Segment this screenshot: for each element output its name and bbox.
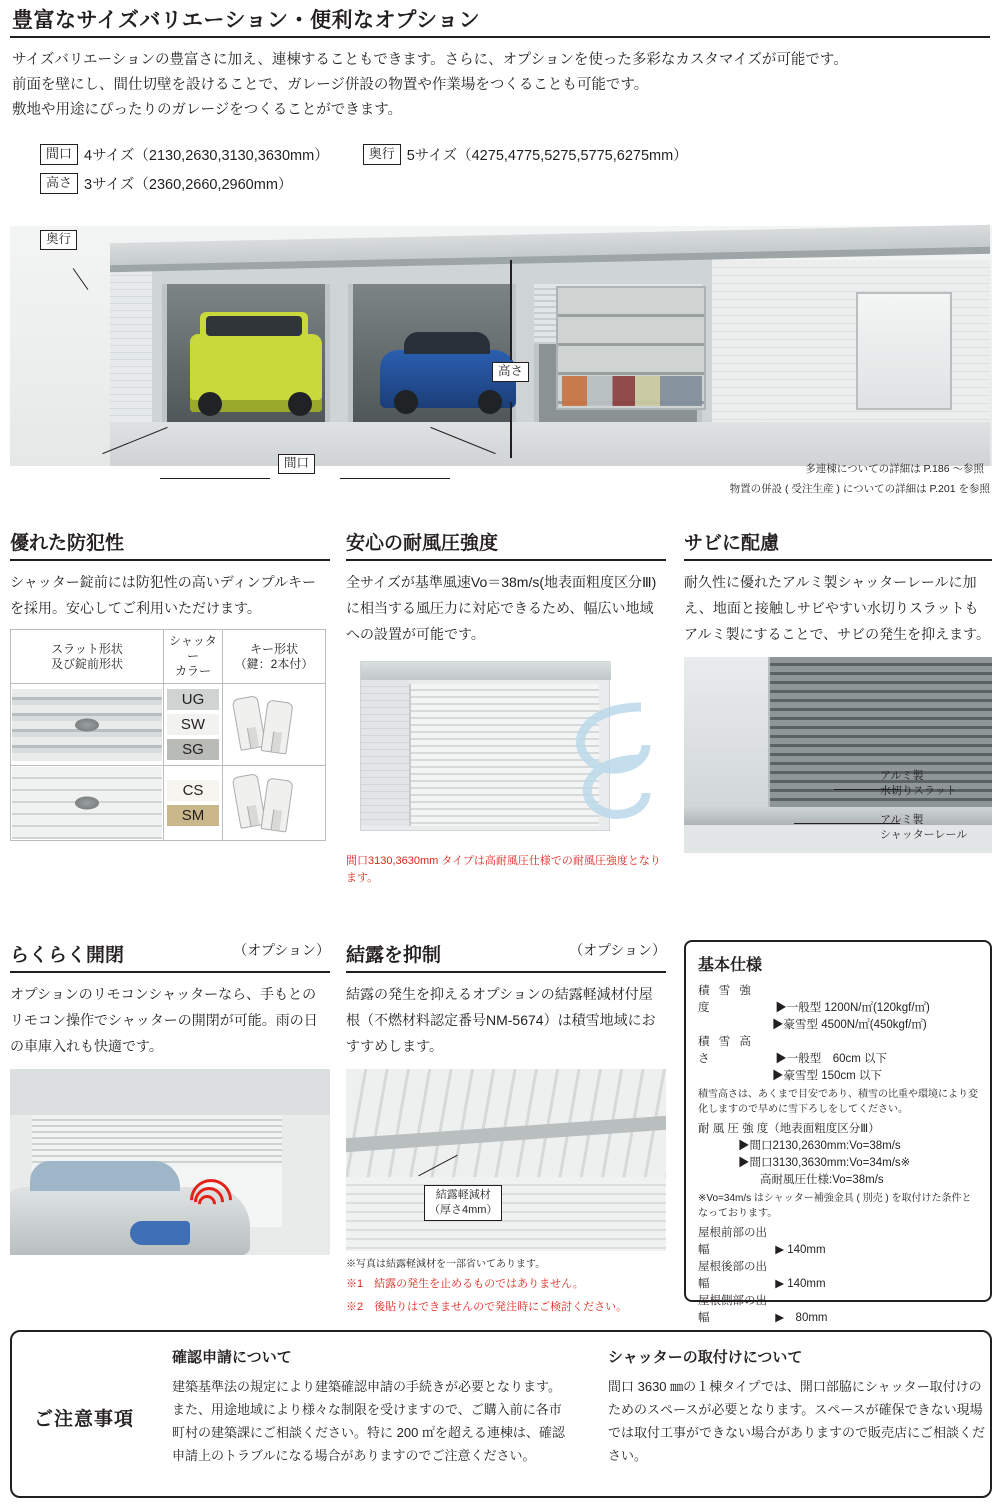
- notice-title: ご注意事項: [34, 1409, 135, 1430]
- hero-note-1: 多連棟についての詳細は P.186 ～参照: [805, 463, 984, 475]
- storage-door: [856, 292, 952, 410]
- spec-value-wind-1: ▶間口2130,2630mm:Vo=38m/s: [738, 1140, 901, 1152]
- width-dim-line-left: [160, 478, 270, 479]
- color-chip-cs: CS: [167, 780, 219, 801]
- condensation-text: 結露の発生を抑えるオプションの結露軽減材付屋根（不燃材料認定番号NM-5674）は積雪地域におすすめします。: [346, 986, 656, 1054]
- okuyuki-value: 5サイズ（4275,4775,5275,5775,6275mm）: [406, 148, 688, 164]
- callout-2-line-2: シャッターレール: [880, 829, 968, 841]
- hand-with-remote: [130, 1221, 190, 1245]
- condensation-divider: [346, 971, 666, 973]
- table-row: [11, 766, 326, 841]
- slat-image-2: [12, 767, 162, 839]
- spec-row-snow-depth: [698, 1034, 980, 1068]
- ground: [110, 422, 990, 466]
- key-image-2: [224, 767, 324, 839]
- label-line-2: （厚さ4mm）: [429, 1204, 498, 1216]
- color-chip-sm: SM: [167, 805, 219, 826]
- rust-title: サビに配慮: [684, 533, 780, 554]
- intro-line-3: 敷地や用途にぴったりのガレージをつくることができます。: [12, 102, 403, 118]
- callout-1-line-1: アルミ製: [880, 770, 924, 782]
- spec-rows: [698, 983, 980, 1327]
- spec-label-snow-strength: 積 雪 強 度: [698, 985, 754, 1014]
- spec-value-snow-depth-1: ▶一般型 60cm 以下: [775, 1053, 888, 1065]
- spec-label-eaves-front: 屋根前部の出幅: [698, 1227, 767, 1256]
- th-color-line1: シャッター: [169, 634, 217, 663]
- section-security: [10, 528, 330, 841]
- condensation-material-label: [424, 1185, 502, 1221]
- wall-panel: [346, 1177, 666, 1251]
- spec-value-eaves-front: ▶ 140mm: [775, 1244, 826, 1256]
- spec-label-eaves-side: 屋根側部の出幅: [698, 1295, 767, 1324]
- hero-label-okuyuki: 奥行: [40, 230, 77, 250]
- security-divider: [10, 559, 330, 561]
- page-title: 豊富なサイズバリエーション・便利なオプション: [12, 9, 481, 32]
- notice-heading-1: 確認申請について: [172, 1349, 292, 1366]
- wheel: [394, 390, 418, 414]
- wheel: [198, 392, 222, 416]
- spec-row-wind-extra: [698, 1172, 980, 1189]
- roof: [361, 662, 611, 680]
- security-table: [10, 629, 326, 841]
- th-key-line1: キー形状: [249, 641, 298, 656]
- color-chip-sg: SG: [167, 739, 219, 760]
- intro-paragraph: [12, 48, 982, 123]
- takasa-value: 3サイズ（2360,2660,2960mm）: [84, 177, 293, 193]
- chip-okuyuki: 奥行: [363, 144, 401, 165]
- width-dim-line-right: [340, 478, 450, 479]
- hero-garage-illustration: [10, 226, 992, 475]
- rust-callout-2: [880, 813, 967, 843]
- hero-label-maguchi: 間口: [278, 454, 315, 474]
- wind-note: 間口3130,3630mm タイプは高耐風圧仕様での耐風圧強度となります。: [346, 855, 661, 884]
- upper-wall: [10, 1069, 330, 1115]
- notice-box: [10, 1330, 992, 1498]
- rust-callout-1: [880, 769, 957, 799]
- th-shutter-color: [164, 630, 223, 684]
- rust-text: 耐久性に優れたアルミ製シャッターレールに加え、地面と接触しサビやすい水切りスラットもアルミ製にすることで、サビの発生を抑えます。: [684, 574, 991, 642]
- th-slat-shape: [11, 630, 164, 684]
- chip-maguchi: 間口: [40, 144, 78, 165]
- hero-label-takasa: 高さ: [492, 362, 529, 382]
- size-row-2: [40, 173, 688, 194]
- storage-items: [562, 376, 702, 406]
- cell-colors-1: [164, 684, 223, 766]
- notice-column-1: [172, 1346, 572, 1467]
- intro-line-2: 前面を壁にし、間仕切壁を設けることで、ガレージ併設の物置や作業場をつくることも可能です。: [12, 77, 649, 93]
- remote-illustration: [10, 1069, 330, 1255]
- notice-text-2: 間口 3630 ㎜の１棟タイプでは、開口部脇にシャッター取付けのためのスペースが必要となります。スペースが確保できない現場では取付工事ができない場合がありますので販売店にご相談ください。: [608, 1379, 986, 1463]
- side-wall: [361, 680, 409, 826]
- key-icon: [261, 777, 294, 832]
- condensation-note-2: ※2 後貼りはできませんので発注時にご検討ください。: [346, 1301, 628, 1313]
- slat-image-1: [12, 689, 162, 761]
- rust-illustration: [684, 657, 992, 853]
- wheel: [288, 392, 312, 416]
- spec-value-snow-strength-2: ▶豪雪型 4500N/㎡(450kgf/㎡): [772, 1019, 927, 1031]
- remote-option-label: （オプション）: [233, 942, 330, 958]
- spec-title: 基本仕様: [698, 957, 763, 974]
- label-line-1: 結露軽減材: [435, 1189, 491, 1201]
- key-image-1: [224, 689, 324, 761]
- spec-row-wind-label: [698, 1121, 980, 1138]
- condensation-title-text: 結露を抑制: [346, 945, 442, 966]
- security-title: 優れた防犯性: [10, 533, 125, 554]
- spec-label-eaves-rear: 屋根後部の出幅: [698, 1261, 767, 1290]
- cell-keys-1: [223, 684, 326, 766]
- section-rust: [684, 528, 992, 853]
- remote-title: [10, 940, 330, 967]
- wind-divider: [346, 559, 666, 561]
- remote-title-text: らくらく開閉: [10, 945, 125, 966]
- th-slat-line1: スラット形状: [51, 641, 123, 656]
- spec-value-snow-strength-1: ▶一般型 1200N/㎡(120kgf/㎡): [775, 1002, 930, 1014]
- rust-divider: [684, 559, 992, 561]
- spec-row-wind-1: [698, 1138, 980, 1155]
- remote-divider: [10, 971, 330, 973]
- cell-slat-2: [11, 766, 164, 841]
- callout-2-line-1: アルミ製: [880, 814, 924, 826]
- section-wind-resistance: [346, 528, 666, 887]
- notice-text-1: 建築基準法の規定により建築確認申請の手続きが必要となります。また、用途地域により様々な制限を受けますので、ご購入前に各市町村の建築課にご相談ください。特に 200 ㎡を超える連棟は、確認申請上のトラブルになる場合がありますのでご注意ください。: [172, 1379, 565, 1463]
- remote-text: オプションのリモコンシャッターなら、手もとのリモコン操作でシャッターの開閉が可能。雨の日の車庫入れも快適です。: [10, 986, 318, 1054]
- security-text: シャッター錠前には防犯性の高いディンプルキーを採用。安心してご利用いただけます。: [10, 574, 317, 616]
- wind-swirl-icon: [546, 697, 666, 827]
- wind-title: 安心の耐風圧強度: [346, 533, 499, 554]
- height-dim-line-upper: [510, 260, 512, 360]
- intro-line-1: サイズバリエーションの豊富さに加え、連棟することもできます。さらに、オプションを使った多彩なカスタマイズが可能です。: [12, 52, 848, 68]
- spec-snow-note: 積雪高さは、あくまで目安であり、積雪の比重や環境により変化しますので早めに雪下ろしをしてください。: [698, 1089, 978, 1115]
- table-header-row: [11, 630, 326, 684]
- chip-takasa: 高さ: [40, 173, 78, 194]
- color-chip-sw: SW: [167, 714, 219, 735]
- vehicle-suv: [190, 334, 322, 412]
- table-row: [11, 684, 326, 766]
- condensation-note-1: ※1 結露の発生を止めるものではありません。: [346, 1278, 584, 1290]
- spec-value-eaves-rear: ▶ 140mm: [775, 1278, 826, 1290]
- spec-wind-note: ※Vo=34m/s はシャッター補強金具 ( 別売 ) を取付けた条件となっております。: [698, 1193, 972, 1219]
- spec-row-eaves-side: [698, 1293, 980, 1327]
- th-key-shape: [223, 630, 326, 684]
- color-chip-ug: UG: [167, 689, 219, 710]
- spec-row-snow-strength: [698, 983, 980, 1017]
- spec-value-eaves-side: ▶ 80mm: [775, 1312, 828, 1324]
- spec-row-snow-strength-2: [698, 1017, 980, 1034]
- notice-column-2: [608, 1346, 988, 1467]
- shutter-raised: [32, 1115, 282, 1167]
- wheel: [478, 390, 502, 414]
- spec-value-wind-2: ▶間口3130,3630mm:Vo=34m/s※: [738, 1157, 911, 1169]
- wind-illustration: [346, 657, 666, 847]
- spec-label-snow-depth: 積 雪 高 さ: [698, 1036, 754, 1065]
- spec-row-snow-depth-2: [698, 1068, 980, 1085]
- title-divider: [10, 36, 990, 38]
- condensation-image-note: ※写真は結露軽減材を一部省いてあります。: [346, 1259, 546, 1270]
- height-dim-line-lower: [510, 402, 512, 458]
- cell-keys-2: [223, 766, 326, 841]
- basic-spec-box: [684, 940, 992, 1324]
- size-row-1: [40, 144, 688, 165]
- cell-colors-2: [164, 766, 223, 841]
- size-variation-list: [40, 144, 688, 202]
- side-wall: [684, 657, 770, 825]
- wind-text: 全サイズが基準風速Vo＝38m/s(地表面粗度区分Ⅲ)に相当する風圧力に対応できるため、幅広い地域への設置が可能です。: [346, 574, 657, 642]
- hero-note-2: 物置の併設 ( 受注生産 ) についての詳細は P.201 を参照: [729, 483, 990, 495]
- spec-value-snow-depth-2: ▶豪雪型 150cm 以下: [772, 1070, 882, 1082]
- spec-row-eaves-front: [698, 1225, 980, 1259]
- spec-value-wind-extra: 高耐風圧仕様:Vo=38m/s: [760, 1174, 884, 1186]
- spec-row-wind-2: [698, 1155, 980, 1172]
- spec-row-eaves-rear: [698, 1259, 980, 1293]
- key-icon: [261, 699, 294, 754]
- th-color-line2: カラー: [174, 664, 211, 678]
- condensation-title: [346, 940, 666, 967]
- condensation-option-label: （オプション）: [569, 942, 666, 958]
- notice-heading-2: シャッターの取付けについて: [608, 1349, 803, 1366]
- th-slat-line2: 及び錠前形状: [50, 656, 123, 671]
- section-condensation: [346, 940, 666, 1316]
- section-remote: [10, 940, 330, 1255]
- maguchi-value: 4サイズ（2130,2630,3130,3630mm）: [84, 148, 329, 164]
- callout-1-line-2: 水切りスラット: [880, 785, 957, 797]
- th-key-line2: （鍵：2本付）: [234, 656, 314, 671]
- condensation-illustration: [346, 1069, 666, 1251]
- spec-label-wind: 耐 風 圧 強 度（地表面粗度区分Ⅲ）: [698, 1123, 880, 1135]
- cell-slat-1: [11, 684, 164, 766]
